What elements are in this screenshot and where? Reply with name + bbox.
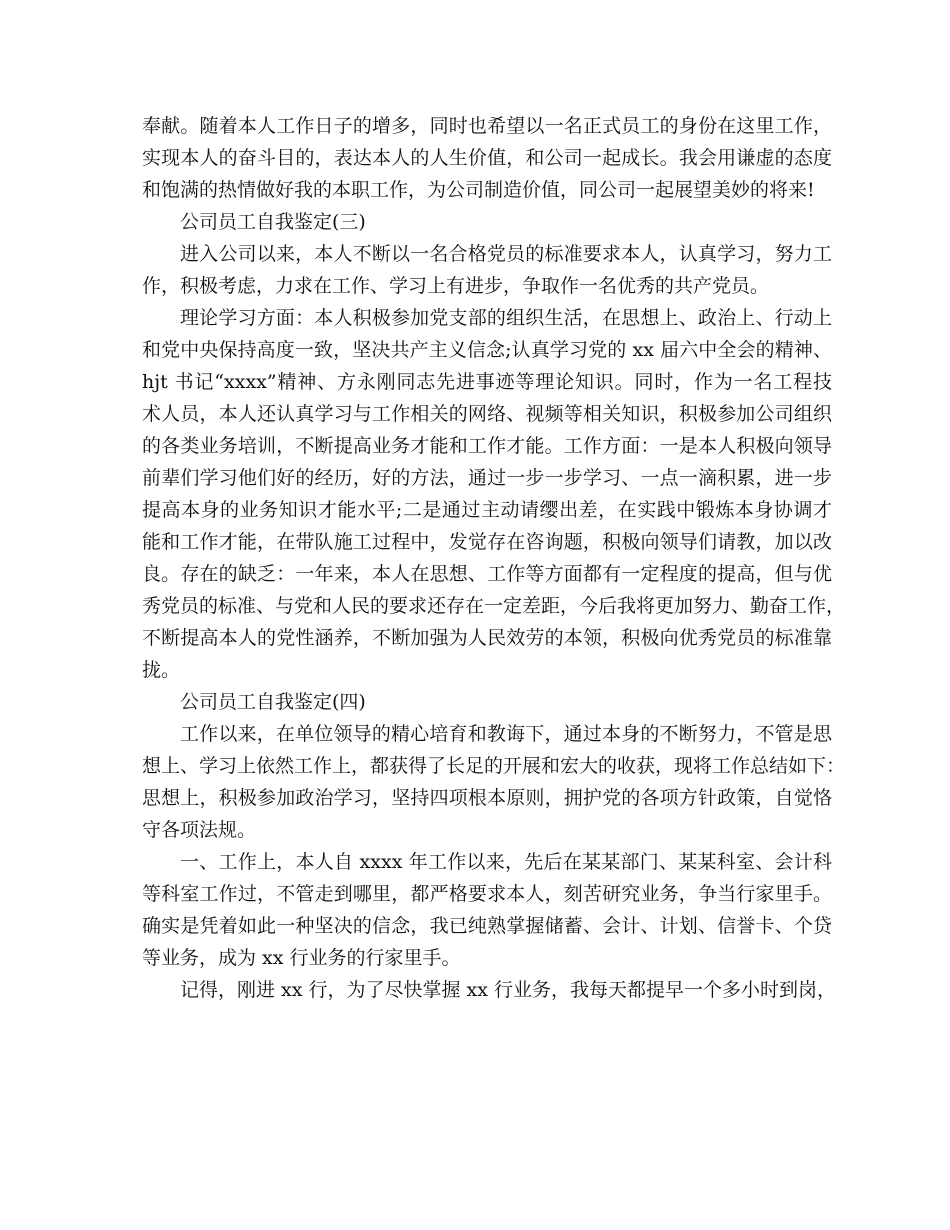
- text-line: 一、工作上，本人自 xxxx 年工作以来，先后在某某部门、某某科室、会计科: [180, 851, 832, 873]
- text-line: 想上、学习上依然工作上，都获得了长足的开展和宏大的收获，现将工作总结如下：: [142, 755, 846, 777]
- text-line: 提高本身的业务知识才能水平;二是通过主动请缨出差，在实践中锻炼本身协调才: [142, 499, 832, 521]
- text-line: 和饱满的热情做好我的本职工作，为公司制造价值，同公司一起展望美妙的将来!: [142, 179, 815, 201]
- section-heading: 公司员工自我鉴定(四): [180, 691, 366, 713]
- text-line: 拢。: [142, 659, 181, 681]
- text-line: 进入公司以来，本人不断以一名合格党员的标准要求本人，认真学习，努力工: [180, 243, 832, 265]
- text-line: 记得，刚进 xx 行，为了尽快掌握 xx 行业务，我每天都提早一个多小时到岗，: [180, 979, 837, 1001]
- text-line: 良。存在的缺乏：一年来，本人在思想、工作等方面都有一定程度的提高，但与优: [142, 563, 832, 585]
- text-line: 作，积极考虑，力求在工作、学习上有进步，争取作一名优秀的共产党员。: [142, 275, 770, 297]
- text-line: 等业务，成为 xx 行业务的行家里手。: [142, 947, 461, 969]
- text-line: 术人员，本人还认真学习与工作相关的网络、视频等相关知识，积极参加公司组织: [142, 403, 832, 425]
- document-page: [142, 110, 846, 1006]
- text-line: hjt 书记“xxxx”精神、方永刚同志先进事迹等理论知识。同时，作为一名工程技: [142, 371, 832, 393]
- text-line: 和党中央保持高度一致，坚决共产主义信念;认真学习党的 xx 届六中全会的精神、: [142, 339, 832, 361]
- text-line: 确实是凭着如此一种坚决的信念，我已纯熟掌握储蓄、会计、计划、信誉卡、个贷: [142, 915, 832, 937]
- text-line: 实现本人的奋斗目的，表达本人的人生价值，和公司一起成长。我会用谦虚的态度: [142, 147, 832, 169]
- text-line: 工作以来，在单位领导的精心培育和教诲下，通过本身的不断努力，不管是思: [180, 723, 832, 745]
- text-line: 守各项法规。: [142, 819, 257, 841]
- text-line: 理论学习方面：本人积极参加党支部的组织生活，在思想上、政治上、行动上: [180, 307, 832, 329]
- text-line: 的各类业务培训，不断提高业务才能和工作才能。工作方面：一是本人积极向领导: [142, 435, 832, 457]
- text-line: 秀党员的标准、与党和人民的要求还存在一定差距，今后我将更加努力、勤奋工作，: [142, 595, 846, 617]
- text-line: 思想上，积极参加政治学习，坚持四项根本原则，拥护党的各项方针政策，自觉恪: [142, 787, 832, 809]
- text-line: 不断提高本人的党性涵养，不断加强为人民效劳的本领，积极向优秀党员的标准靠: [142, 627, 832, 649]
- text-line: 等科室工作过，不管走到哪里，都严格要求本人，刻苦研究业务，争当行家里手。: [142, 883, 832, 905]
- text-line: 能和工作才能，在带队施工过程中，发觉存在咨询题，积极向领导们请教，加以改: [142, 531, 832, 553]
- text-line: 奉献。随着本人工作日子的增多，同时也希望以一名正式员工的身份在这里工作，: [142, 115, 832, 137]
- section-heading: 公司员工自我鉴定(三): [180, 211, 366, 233]
- text-line: 前辈们学习他们好的经历，好的方法，通过一步一步学习、一点一滴积累，进一步: [142, 467, 832, 489]
